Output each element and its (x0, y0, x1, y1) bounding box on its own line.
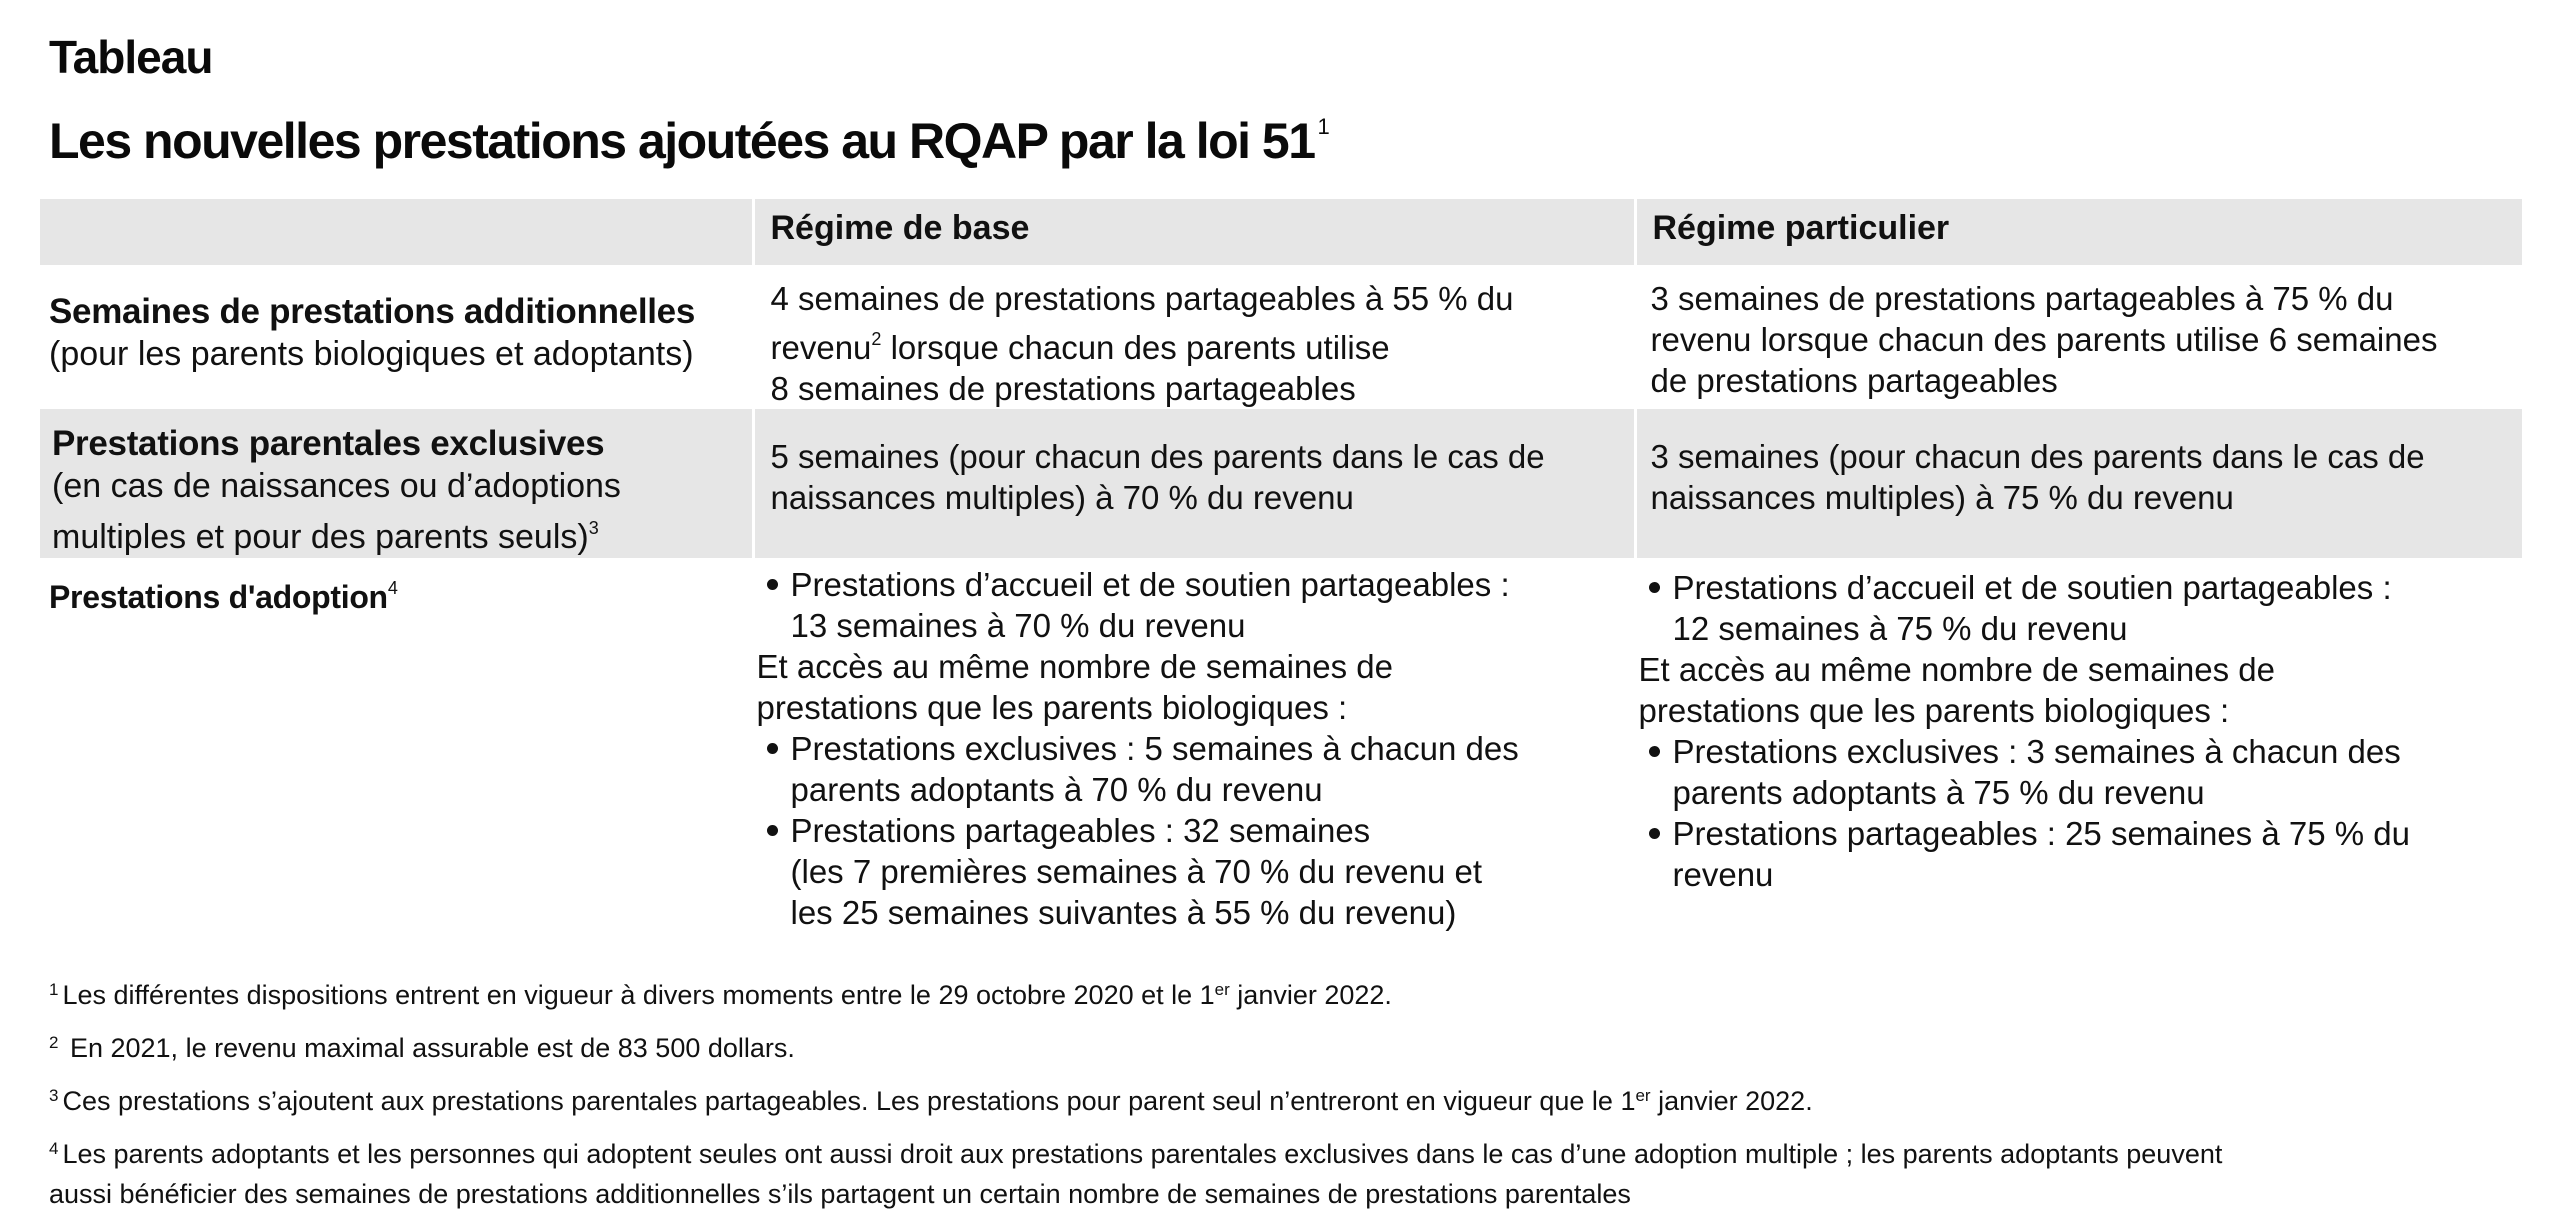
bullet-list (757, 564, 1624, 646)
list-item (1639, 567, 2513, 649)
footnote (49, 1129, 2529, 1214)
cell-line: Prestations d’accueil et de soutien partageables : (790, 566, 1510, 603)
cell-line: prestations que les parents biologiques : (1638, 692, 2230, 729)
footnote-ref: 1 (1317, 114, 1329, 139)
bullet-icon (1649, 582, 1660, 593)
cell-line: naissances multiples) à 75 % du revenu (1650, 479, 2234, 516)
list-item (757, 810, 1624, 933)
footnote-text: Les parents adoptants et les personnes qui adoptent seules ont aussi droit aux prestations parentales exclusives dans le cas d’une adoption multiple ; les parents adoptants peuvent (62, 1139, 2223, 1169)
cell-line: revenu lorsque chacun des parents utilise 6 semaines (1650, 321, 2438, 358)
footnote-number: 3 (49, 1086, 59, 1105)
footnote-text: En 2021, le revenu maximal assurable est de 83 500 dollars. (62, 1033, 795, 1063)
cell-regime-particulier (1635, 409, 2522, 558)
footnote-number: 4 (49, 1139, 59, 1158)
table-row (40, 409, 2522, 558)
list-item (1639, 731, 2513, 813)
bullet-list (1639, 731, 2513, 895)
cell-text: revenu (770, 329, 872, 366)
cell-line: 3 semaines de prestations partageables à 75 % du (1650, 280, 2394, 317)
footnote-sup: er (1214, 980, 1230, 999)
row-header (40, 409, 753, 558)
bullet-icon (767, 579, 778, 590)
row-header (40, 558, 753, 953)
row-header-subtitle: (pour les parents biologiques et adoptants) (49, 335, 694, 373)
footnote-sup: er (1635, 1086, 1651, 1105)
cell-line: Prestations exclusives : 5 semaines à chacun des (790, 730, 1519, 767)
bullet-icon (767, 743, 778, 754)
header-cell-empty (40, 199, 753, 265)
footnote (49, 1021, 2529, 1070)
cell-line (771, 319, 1624, 368)
cell-line: 4 semaines de prestations partageables à 55 % du (770, 280, 1514, 317)
footnote-text: Ces prestations s’ajoutent aux prestations parentales partageables. Les prestations pour parent seul n’entreront en vigueur que le 1 (62, 1086, 1636, 1116)
cell-text: lorsque chacun des parents utilise (881, 329, 1390, 366)
footnote (49, 1074, 2529, 1123)
cell-text: Prestations d'adoption (49, 579, 388, 615)
footnote-text: janvier 2022. (1229, 980, 1392, 1010)
footnote-ref: 2 (871, 329, 882, 349)
cell-line: naissances multiples) à 70 % du revenu (770, 479, 1354, 516)
row-header-subtitle: (en cas de naissances ou d’adoptions (52, 467, 621, 505)
page-title-text: Les nouvelles prestations ajoutées au RQAP par la loi 51 (49, 113, 1315, 169)
footnote (49, 968, 2529, 1017)
cell-text: multiples et pour des parents seuls) (52, 518, 589, 556)
table-header-row (40, 199, 2522, 265)
cell-line: prestations que les parents biologiques : (756, 689, 1348, 726)
cell-line: les 25 semaines suivantes à 55 % du revenu) (790, 894, 1457, 931)
row-header-title (49, 567, 752, 618)
row-header-title: Semaines de prestations additionnelles (49, 292, 696, 331)
cell-regime-base (753, 409, 1635, 558)
cell-line: 5 semaines (pour chacun des parents dans le cas de (770, 438, 1545, 475)
header-cell-regime-base: Régime de base (753, 199, 1635, 265)
benefits-table (40, 199, 2522, 953)
cell-line: 13 semaines à 70 % du revenu (790, 607, 1246, 644)
cell-line: Prestations d’accueil et de soutien partageables : (1672, 569, 2392, 606)
page-title (49, 112, 1328, 170)
list-item (757, 728, 1624, 810)
footnote-text: janvier 2022. (1650, 1086, 1813, 1116)
cell-line: Prestations partageables : 32 semaines (790, 812, 1371, 849)
row-header-subtitle (52, 507, 752, 558)
bullet-list (1639, 567, 2513, 649)
footnote-ref: 4 (387, 578, 398, 598)
cell-line: parents adoptants à 70 % du revenu (790, 771, 1323, 808)
cell-line: 12 semaines à 75 % du revenu (1672, 610, 2128, 647)
row-header (40, 265, 753, 409)
cell-regime-particulier (1635, 558, 2522, 953)
cell-line: 3 semaines (pour chacun des parents dans le cas de (1650, 438, 2425, 475)
cell-line: de prestations partageables (1650, 362, 2058, 399)
footnotes (49, 968, 2529, 1214)
row-header-title: Prestations parentales exclusives (52, 424, 605, 463)
bullet-icon (1649, 828, 1660, 839)
bullet-icon (1649, 746, 1660, 757)
cell-regime-base (753, 558, 1635, 953)
table-label: Tableau (49, 31, 213, 83)
table-row (40, 265, 2522, 409)
cell-line: Prestations exclusives : 3 semaines à chacun des (1672, 733, 2401, 770)
cell-line: 8 semaines de prestations partageables (770, 370, 1356, 407)
cell-line: Et accès au même nombre de semaines de (756, 648, 1393, 685)
cell-line: Et accès au même nombre de semaines de (1638, 651, 2275, 688)
footnote-number: 2 (49, 1033, 59, 1052)
cell-line: parents adoptants à 75 % du revenu (1672, 774, 2205, 811)
bullet-icon (767, 825, 778, 836)
footnote-ref: 3 (588, 518, 599, 538)
list-item (1639, 813, 2513, 895)
footnote-number: 1 (49, 980, 59, 999)
footnote-text: aussi bénéficier des semaines de prestations additionnelles s’ils partagent un certain nombre de semaines de prestations parentales (49, 1179, 1631, 1209)
header-cell-regime-particulier: Régime particulier (1652, 209, 1950, 247)
list-item (757, 564, 1624, 646)
cell-regime-base (753, 265, 1635, 409)
cell-line: (les 7 premières semaines à 70 % du revenu et (790, 853, 1483, 890)
cell-line: revenu (1672, 856, 1774, 893)
cell-regime-particulier (1635, 265, 2522, 409)
bullet-list (757, 728, 1624, 933)
cell-line: Prestations partageables : 25 semaines à 75 % du (1672, 815, 2410, 852)
footnote-text: Les différentes dispositions entrent en vigueur à divers moments entre le 29 octobre 2020 et le 1 (62, 980, 1215, 1010)
table-row (40, 558, 2522, 953)
